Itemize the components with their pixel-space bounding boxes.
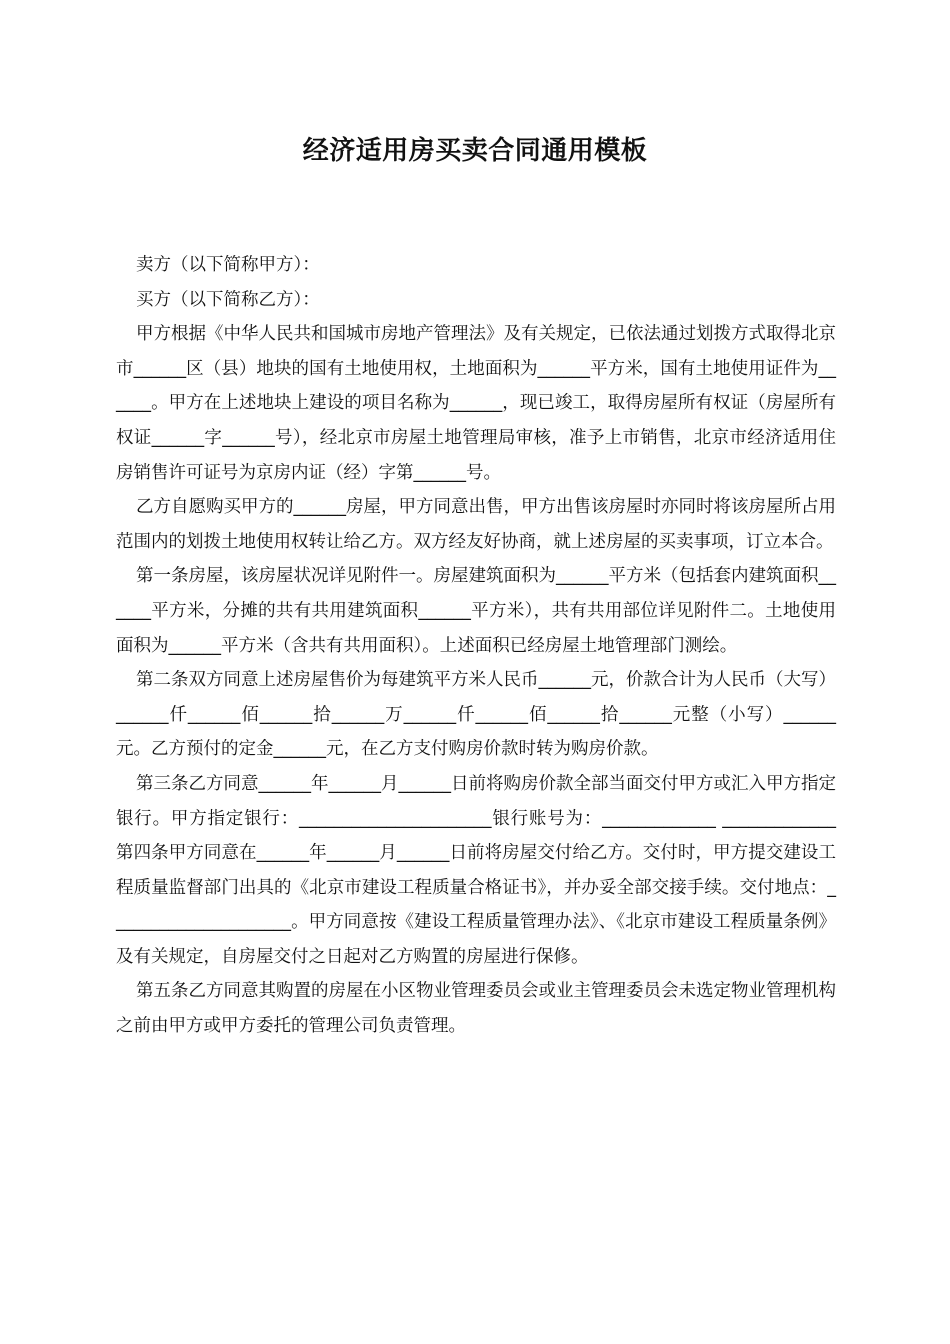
article-1-paragraph: 第一条房屋，该房屋状况详见附件一。房屋建筑面积为______平方米（包括套内建筑面积______平方米，分摊的共有共用建筑面积______平方米），共有共用部位详见附件二。土地使用面积为______平方米（含共有共用面积）。上述面积已经房屋土地管理部门测绘。 xyxy=(116,566,836,656)
buyer-line: 买方（以下简称乙方）： xyxy=(136,289,320,310)
article-3-4-paragraph: 第三条乙方同意______年______月______日前将购房价款全部当面交付甲方或汇入甲方指定银行。甲方指定银行：______________________银行账号为：_____________ _____________ 第四条甲方同意在______年______月______日前将房屋交付给乙方。交付时，甲方提交建设工程质量监督部门出具的《北京市建设工程质量合格证书》，并办妥全部交接手续。交付地点：_____________________。甲方同意按《建设工程质量管理办法》、《北京市建设工程质量条例》及有关规定，自房屋交付之日起对乙方购置的房屋进行保修。 xyxy=(116,773,836,967)
article-2-paragraph: 第二条双方同意上述房屋售价为每建筑平方米人民币______元，价款合计为人民币（大写）______仟______佰______拾______万______仟______佰______拾______元整（小写）______元。乙方预付的定金______元，在乙方支付购房价款时转为购房价款。 xyxy=(116,670,836,760)
document-title: 经济适用房买卖合同通用模板 xyxy=(302,136,648,166)
agreement-intent-paragraph: 乙方自愿购买甲方的______房屋，甲方同意出售，甲方出售该房屋时亦同时将该房屋所占用范围内的划拨土地使用权转让给乙方。双方经友好协商，就上述房屋的买卖事项，订立本合。 xyxy=(116,497,836,552)
preamble-paragraph: 甲方根据《中华人民共和国城市房地产管理法》及有关规定，已依法通过划拨方式取得北京市______区（县）地块的国有土地使用权，土地面积为______平方米，国有土地使用证件为______。甲方在上述地块上建设的项目名称为______，现已竣工，取得房屋所有权证（房屋所有权证______字______号），经北京市房屋土地管理局审核，准予上市销售，北京市经济适用住房销售许可证号为京房内证（经）字第______号。 xyxy=(116,324,836,483)
article-5-paragraph: 第五条乙方同意其购置的房屋在小区物业管理委员会或业主管理委员会未选定物业管理机构之前由甲方或甲方委托的管理公司负责管理。 xyxy=(116,981,836,1037)
seller-line: 卖方（以下简称甲方）： xyxy=(136,255,320,275)
document-body xyxy=(116,248,836,1044)
